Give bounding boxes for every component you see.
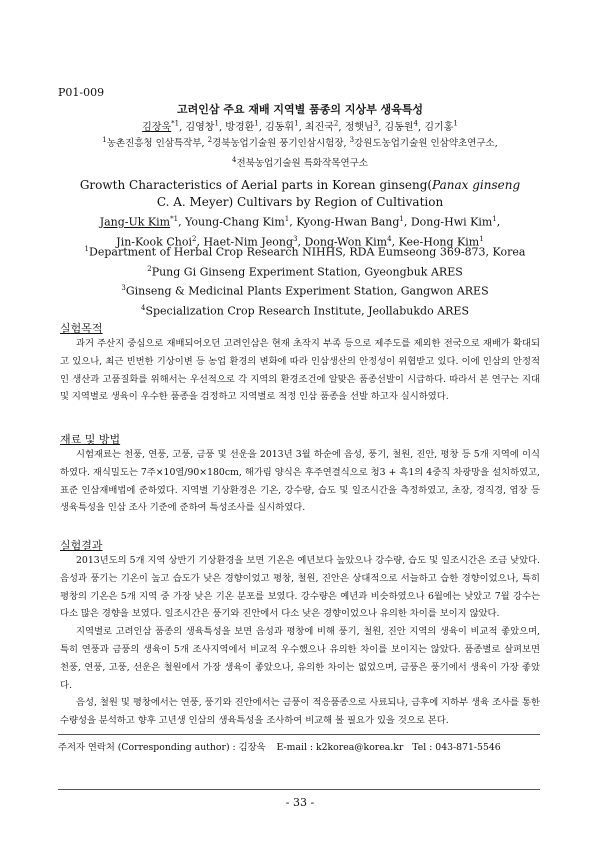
author-name: Kyong-Hwan Bang <box>296 215 400 229</box>
author-name: 방경환 <box>225 122 255 133</box>
author-name: 김장욱 <box>142 122 172 133</box>
section-heading-purpose: 실험목적 <box>60 322 103 335</box>
paragraph: 지역별로 고려인삼 품종의 생육특성을 보면 음성과 평창에 비해 풍기, 철원, 진안 지역의 생육이 비교적 좋았으며, 특히 연풍과 금풍의 생육이 5개 조사지역에서 비교적 우수했으나 유의한 차이를 보이지는 않았다. 품종별로 살펴보면 천풍, 연풍, 고풍, 선운은 철원에서 가장 생육이 좋았으나, 유의한 차이는 없었으며, 금풍은 풍기에서 생육이 가장 좋았다. <box>60 626 540 691</box>
section-heading-methods: 재료 및 방법 <box>60 433 121 446</box>
paragraph: 2013년도의 5개 지역 상반기 기상환경을 보면 기온은 예년보다 높았으나 강수량, 습도 및 일조시간은 조금 낮았다. 음성과 풍기는 기온이 높고 습도가 낮은 경향이었고 평창, 철원, 진안은 상대적으로 서늘하고 습한 경향이었으나, 특히 평창의 기온은 5개 지역 중 가장 낮은 기온 분포를 보였다. 강수량은 예년과 비슷하였으나 6월에는 낮았고 7월 강수는 다소 많은 경향을 보였다. 일조시간은 풍기와 진안에서 다소 낮은 경향이었으나 유의한 차이를 보이지 않았다. <box>60 555 540 620</box>
english-affiliation: $^2$Pung Gi Ginseng Experiment Station, Gyeongbuk ARES <box>147 264 463 279</box>
author-name: Haet-Nim Jeong <box>203 235 293 249</box>
section-body-results <box>60 552 540 730</box>
author-name: 정햇님 <box>344 122 374 133</box>
english-title: Growth Characteristics of Aerial parts in Korean ginseng(Panax ginseng C. A. Meyer) Cultivars by Region of Cultivation <box>79 178 521 209</box>
english-affiliation: $^4$Specialization Crop Research Institute, Jeollabukdo ARES <box>141 303 469 318</box>
author-name: Jin-Kook Choi <box>116 235 192 249</box>
paragraph: 음성, 철원 및 평창에서는 연풍, 풍기와 진안에서는 금풍이 적응품종으로 사료되나, 금후에 지하부 생육 조사를 통한 수량성을 분석하고 향후 고년생 인삼의 생육특성을 조사하여 비교해 볼 필요가 있을 것으로 본다. <box>60 697 540 727</box>
footer-divider <box>58 734 540 735</box>
author-name: 김기홍 <box>424 122 454 133</box>
english-affiliations <box>70 241 540 320</box>
paragraph: 과거 주산지 중심으로 재배되어오던 고려인삼은 현재 초작지 부족 등으로 제주도를 제외한 전국으로 재배가 확대되고 있으나, 최근 빈번한 기상이변 등 농업 환경의 변화에 따라 인삼생산의 안정성이 위협받고 있다. 이에 인삼의 안정적인 생산과 고품질화를 위해서는 우선적으로 각 지역의 환경조건에 알맞은 품종선발이 시급하다. 따라서 본 연구는 지대 및 지역별로 생육이 우수한 품종을 검정하고 지역별로 적정 인삼 품종을 선발 하고자 실시하였다. <box>60 338 540 403</box>
author-name: Young-Chang Kim <box>185 215 285 229</box>
paragraph: 시험재료는 천풍, 연풍, 고풍, 금풍 및 선운을 2013년 3월 하순에 음성, 풍기, 철원, 진안, 평창 등 5개 지역에 이식하였다. 재식밀도는 7주×10열/90×180cm, 해가림 양식은 후주연결식으로 청3 + 흑1의 4중직 차광망을 설치하였고, 표준 인삼재배법에 준하였다. 지역별 기상환경은 기온, 강수량, 습도 및 일조시간을 측정하였고, 초장, 경직경, 엽장 등 생육특성을 인삼 조사 기준에 준하여 특성조사를 실시하였다. <box>60 449 540 514</box>
author-name: 김영창 <box>185 122 215 133</box>
korean-affiliations <box>40 132 560 172</box>
author-name: 김동원 <box>384 122 414 133</box>
section-body-methods <box>60 446 540 517</box>
english-affiliation: $^1$Department of Herbal Crop Research NIHHS, RDA Eumseong 369-873, Korea <box>84 245 526 259</box>
abstract-code: P01-009 <box>58 86 105 99</box>
page-bottom-divider <box>58 789 540 790</box>
section-heading-results: 실험결과 <box>60 539 103 552</box>
korean-affiliation-line-2: $^4$전북농업기술원 특화작목연구소 <box>232 156 368 170</box>
korean-title: 고려인삼 주요 재배 지역별 품종의 지상부 생육특성 <box>176 103 424 116</box>
author-name: Dong-Hwi Kim <box>410 215 493 229</box>
section-body-purpose <box>60 335 540 406</box>
english-affiliation: $^3$Ginseng & Medicinal Plants Experiment Station, Gangwon ARES <box>121 284 489 298</box>
korean-authors: 김장욱$^{*1}$, 김영창$^1$, 방경환$^1$, 김동휘$^1$, 최진국$^2$, 정햇님$^3$, 김동원$^4$, 김기홍$^1$ <box>142 119 458 133</box>
author-name: 최진국 <box>304 122 334 133</box>
page-number: - 33 - <box>285 796 315 809</box>
author-name: Kee-Hong Kim <box>398 235 480 249</box>
author-name: Dong-Won Kim <box>304 235 388 249</box>
english-authors: Jang-Uk Kim$^{*1}$, Young-Chang Kim$^1$, Kyong-Hwan Bang$^1$, Dong-Hwi Kim$^1$, Jin-Kook Choi$^2$, Haet-Nim Jeong$^3$, Dong-Won Kim$^4$, Kee-Hong Kim$^1$ <box>99 215 501 249</box>
korean-affiliation-line-1: $^1$농촌진흥청 인삼특작부, $^2$경북농업기술원 풍기인삼시험장, $^3$강원도농업기술원 인삼약초연구소, <box>102 136 498 150</box>
author-name: Jang-Uk Kim <box>99 215 171 229</box>
corresponding-author: 주저자 연락처 (Corresponding author) : 김장욱 E-mail : k2korea@korea.kr Tel : 043-871-5546 <box>58 742 501 753</box>
author-name: 김동휘 <box>265 122 295 133</box>
